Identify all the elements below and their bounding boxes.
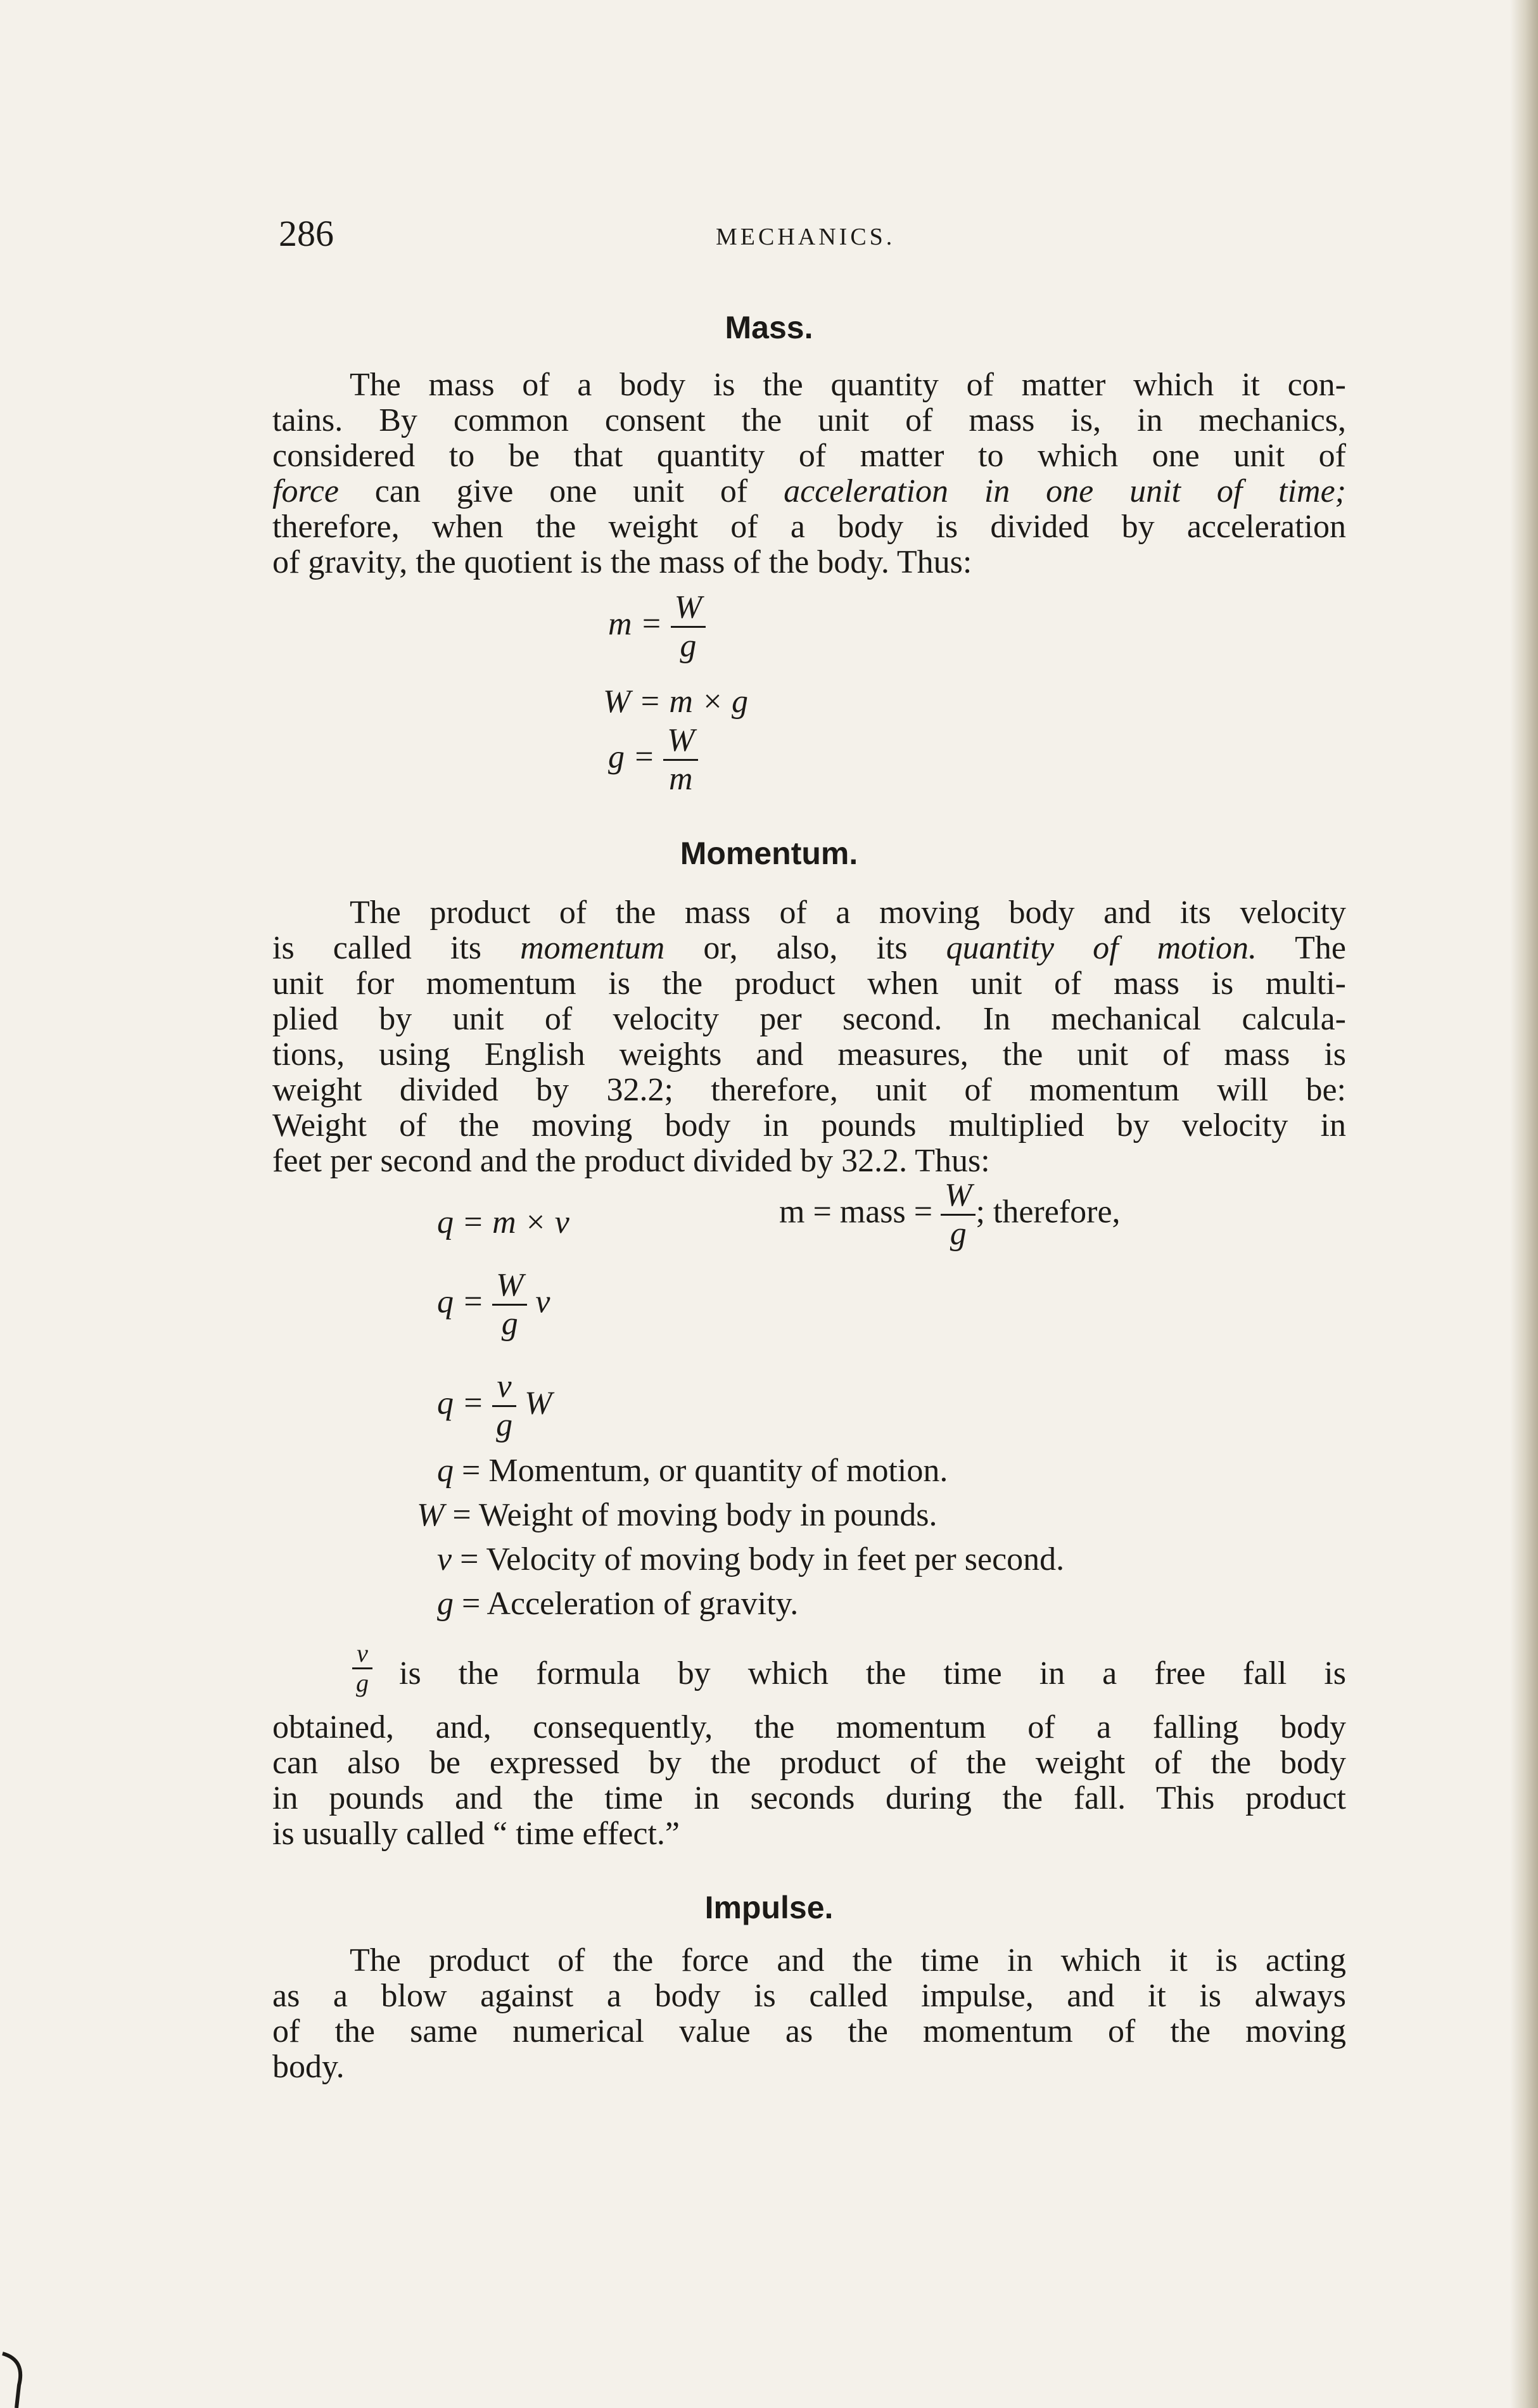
equation-lhs: g = bbox=[608, 739, 656, 775]
formula-fraction-v-over-g bbox=[352, 1640, 372, 1697]
text-line: therefore, when the weight of a body is divided by acceleration bbox=[272, 509, 1346, 545]
definition-symbol: g bbox=[437, 1586, 454, 1622]
equation-tail: v bbox=[535, 1284, 550, 1320]
text-line: weight divided by 32.2; therefore, unit of momentum will be: bbox=[272, 1072, 1346, 1108]
definition-text: = Acceleration of gravity. bbox=[462, 1586, 799, 1622]
text-line: of gravity, the quotient is the mass of the body. Thus: bbox=[272, 544, 972, 580]
text-line: is the formula by which the time in a free fall is bbox=[399, 1655, 1346, 1691]
text-line: of the same numerical value as the momentum of the moving bbox=[272, 2013, 1346, 2049]
definition-text: = Momentum, or quantity of motion. bbox=[462, 1453, 948, 1489]
italic-term: force bbox=[272, 473, 339, 509]
text-line: body. bbox=[272, 2049, 345, 2085]
heading-momentum: Momentum. bbox=[680, 836, 858, 871]
equation-tail: ; therefore, bbox=[976, 1194, 1121, 1230]
fraction-numerator: W bbox=[674, 589, 702, 625]
text-line bbox=[272, 930, 1346, 965]
definition-symbol: v bbox=[437, 1541, 452, 1577]
text-segment: The bbox=[1257, 930, 1346, 966]
fraction-denominator: g bbox=[356, 1669, 369, 1697]
definition-text: = Weight of moving body in pounds. bbox=[452, 1497, 937, 1533]
equation-lhs: q = bbox=[437, 1284, 485, 1320]
text-line: The mass of a body is the quantity of matter which it con- bbox=[350, 367, 1346, 403]
equation-tail: W bbox=[524, 1385, 552, 1422]
text-line: in pounds and the time in seconds during the fall. This product bbox=[272, 1780, 1346, 1816]
text-line: is usually called “ time effect.” bbox=[272, 1816, 680, 1852]
definition-g bbox=[437, 1585, 798, 1622]
equation-momentum-c bbox=[437, 1267, 550, 1342]
fraction-denominator: g bbox=[501, 1306, 518, 1342]
fraction bbox=[941, 1177, 976, 1252]
equation-mass-2: W = m × g bbox=[603, 684, 749, 720]
text-line: feet per second and the product divided by 32.2. Thus: bbox=[272, 1143, 990, 1179]
impulse-paragraph bbox=[272, 1942, 1346, 2084]
definition-w bbox=[417, 1496, 937, 1534]
text-line: as a blow against a body is called impulse, and it is always bbox=[272, 1978, 1346, 2014]
italic-term: acceleration in one unit of time; bbox=[784, 473, 1346, 509]
definition-q bbox=[437, 1452, 948, 1489]
text-line: Weight of the moving body in pounds multiplied by velocity in bbox=[272, 1107, 1346, 1143]
page-number: 286 bbox=[279, 213, 334, 254]
text-line: obtained, and, consequently, the momentum of a falling body bbox=[272, 1709, 1346, 1745]
equation-momentum-a: q = m × v bbox=[437, 1204, 569, 1240]
equation-momentum-b bbox=[779, 1177, 1121, 1252]
text-line: considered to be that quantity of matter to which one unit of bbox=[272, 438, 1346, 474]
equation-mass-3 bbox=[608, 722, 698, 798]
momentum-paragraph bbox=[272, 895, 1346, 1178]
fraction-numerator: W bbox=[667, 722, 695, 758]
page-edge-shadow bbox=[1510, 0, 1538, 2408]
fraction-denominator: g bbox=[496, 1407, 513, 1443]
text-segment: is called its bbox=[272, 930, 521, 966]
equation-lhs: m = mass = bbox=[779, 1194, 933, 1230]
text-line: unit for momentum is the product when unit of mass is multi- bbox=[272, 965, 1346, 1002]
fraction-denominator: m bbox=[668, 761, 693, 797]
definition-symbol: W bbox=[417, 1497, 445, 1533]
fraction-numerator: v bbox=[497, 1368, 512, 1405]
text-line bbox=[272, 474, 1346, 509]
fraction-numerator: W bbox=[496, 1267, 524, 1303]
running-title: MECHANICS. bbox=[716, 224, 896, 250]
fraction-numerator: W bbox=[944, 1177, 972, 1213]
formula-paragraph-first-line bbox=[399, 1656, 1346, 1691]
heading-impulse: Impulse. bbox=[704, 1890, 834, 1925]
italic-term: quantity of motion. bbox=[946, 930, 1257, 966]
heading-mass: Mass. bbox=[725, 310, 813, 345]
fraction bbox=[492, 1368, 516, 1444]
definition-text: = Velocity of moving body in feet per second. bbox=[460, 1541, 1065, 1577]
equation-mass-1 bbox=[608, 589, 706, 665]
corner-bracket-mark bbox=[0, 2347, 32, 2408]
text-segment: or, also, its bbox=[664, 930, 946, 966]
fraction-denominator: g bbox=[680, 628, 697, 664]
text-line: plied by unit of velocity per second. In mechanical calcula- bbox=[272, 1001, 1346, 1037]
formula-paragraph bbox=[272, 1709, 1346, 1851]
fraction bbox=[663, 722, 698, 798]
fraction-denominator: g bbox=[950, 1216, 967, 1252]
equation-lhs: m = bbox=[608, 606, 663, 642]
fraction bbox=[492, 1267, 527, 1342]
equation-lhs: q = bbox=[437, 1385, 485, 1422]
text-line: tains. By common consent the unit of mass is, in mechanics, bbox=[272, 402, 1346, 438]
definition-v bbox=[437, 1541, 1064, 1578]
mass-paragraph bbox=[272, 367, 1346, 580]
text-line: The product of the mass of a moving body and its velocity bbox=[350, 895, 1346, 931]
fraction-numerator: v bbox=[357, 1639, 368, 1667]
text-line: The product of the force and the time in which it is acting bbox=[350, 1942, 1346, 1978]
italic-term: momentum bbox=[520, 930, 665, 966]
text-line: tions, using English weights and measures, the unit of mass is bbox=[272, 1036, 1346, 1073]
text-segment: can give one unit of bbox=[338, 473, 784, 509]
text-line: can also be expressed by the product of the weight of the body bbox=[272, 1745, 1346, 1781]
fraction bbox=[352, 1640, 372, 1697]
definition-symbol: q bbox=[437, 1453, 454, 1489]
equation-momentum-d bbox=[437, 1368, 552, 1444]
fraction bbox=[671, 589, 706, 665]
